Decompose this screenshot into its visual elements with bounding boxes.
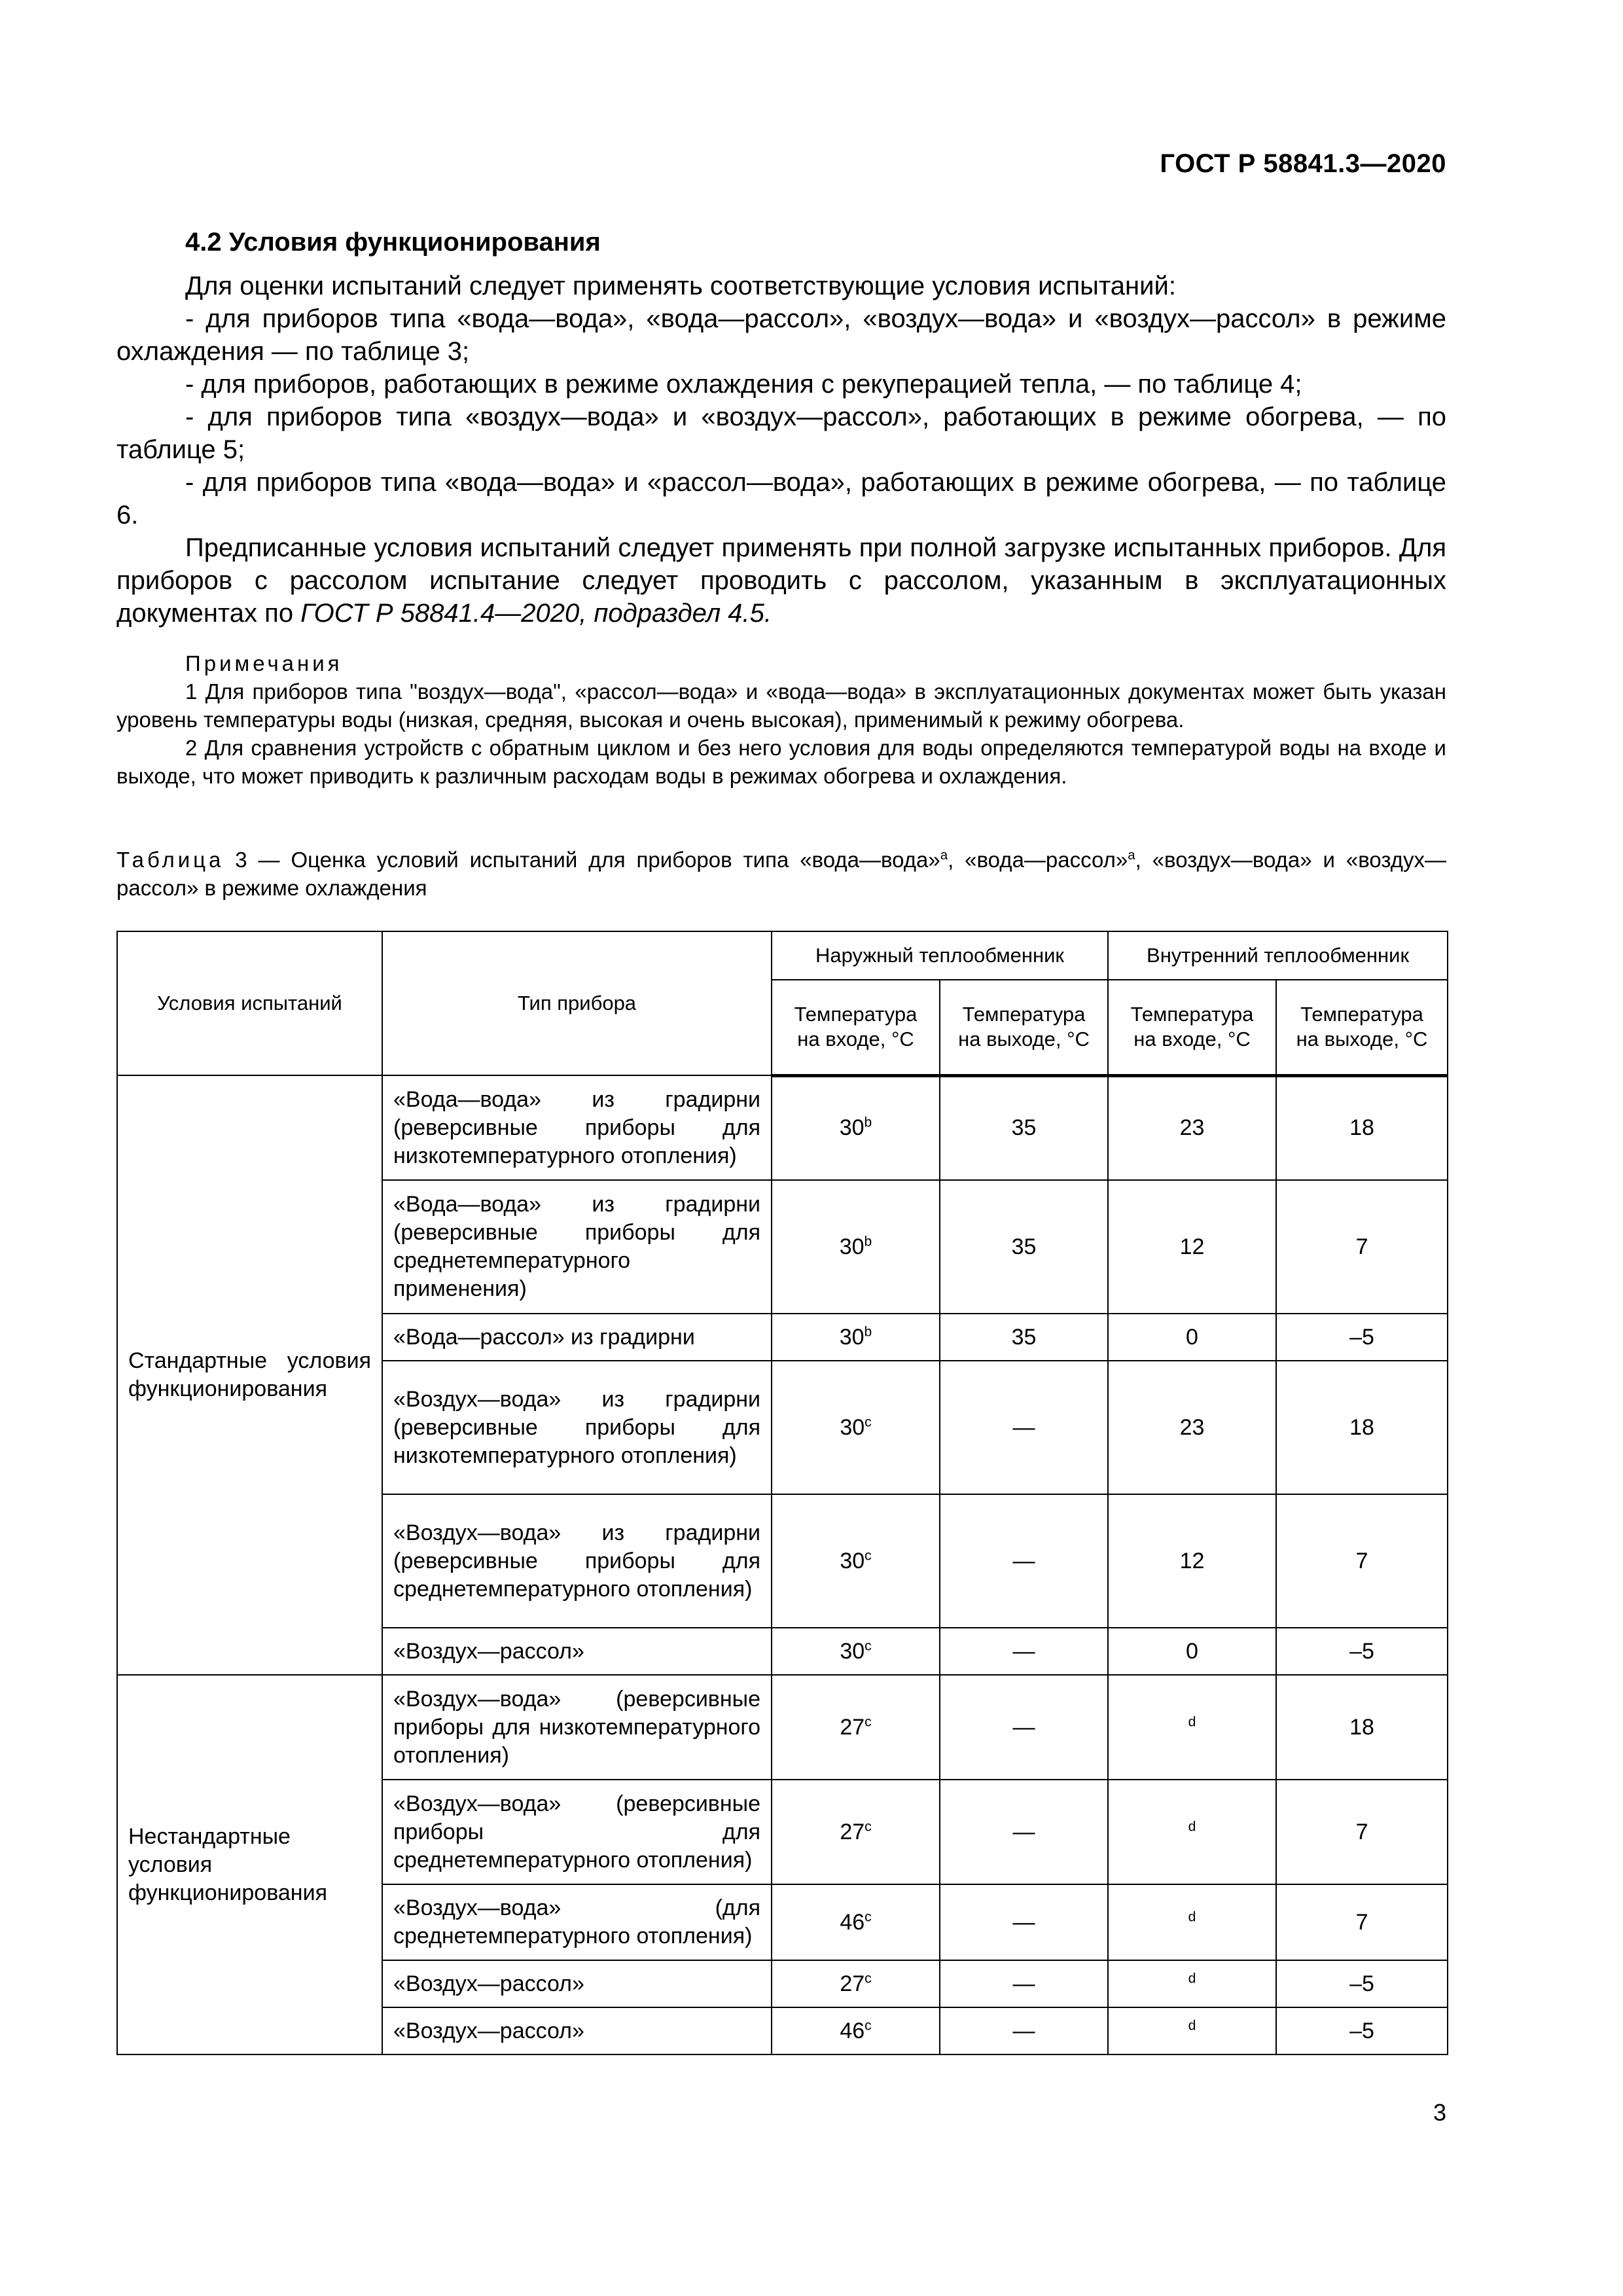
indoor-inlet-cell: d [1108, 1675, 1276, 1780]
indoor-inlet-cell: 23 [1108, 1075, 1276, 1180]
list-item: - для приборов типа «вода—вода» и «рассол—вода», работающих в режиме обогрева, — по таблице 6. [116, 468, 1446, 529]
header-outdoor-outlet-temp: Температура на выходе, °C [940, 980, 1108, 1075]
indoor-outlet-cell: 7 [1276, 1180, 1448, 1314]
notes-block [116, 649, 1446, 790]
main-paragraph-text: Предписанные условия испытаний следует применять при полной загрузке испытанных приборов. Для приборов с рассолом испытание следует проводить с рассолом, указанным в эксплуатационных документах по [116, 533, 1446, 628]
outdoor-outlet-cell: — [940, 1494, 1108, 1628]
header-conditions: Условия испытаний [117, 931, 382, 1075]
indoor-inlet-cell: 12 [1108, 1494, 1276, 1628]
table-caption-prefix: Таблица [116, 848, 224, 872]
indoor-inlet-cell: 0 [1108, 1314, 1276, 1361]
device-type-cell: «Воздух—рассол» [382, 2007, 772, 2054]
header-indoor-exchanger: Внутренний теплообменник [1108, 931, 1448, 980]
condition-group-nonstandard: Нестандартные условия функционирования [117, 1675, 382, 2054]
main-paragraph [116, 531, 1446, 630]
device-type-cell: «Вода—вода» из градирни (реверсивные приборы для среднетемпературного применения) [382, 1180, 772, 1314]
page-number: 3 [1433, 2099, 1446, 2126]
note-item: 1 Для приборов типа "воздух—вода", «рассол—вода» и «вода—вода» в эксплуатационных документах может быть указан уровень температуры воды (низкая, средняя, высокая и очень высокая), применимый к режиму обогрева. [116, 679, 1446, 732]
table-row [117, 1675, 1448, 1780]
header-indoor-inlet-temp: Температура на входе, °C [1108, 980, 1276, 1075]
device-type-cell: «Воздух—рассол» [382, 1628, 772, 1675]
indoor-inlet-cell: d [1108, 2007, 1276, 2054]
outdoor-outlet-cell: 35 [940, 1180, 1108, 1314]
body-text [116, 270, 1446, 630]
outdoor-outlet-cell: — [940, 1361, 1108, 1494]
outdoor-inlet-cell: 30$^b$ [772, 1075, 940, 1180]
table-caption-text: , «вода—рассол» [948, 848, 1128, 872]
outdoor-outlet-cell: — [940, 2007, 1108, 2054]
outdoor-inlet-cell: 30$^b$ [772, 1314, 940, 1361]
device-type-cell: «Воздух—рассол» [382, 1960, 772, 2007]
list-item: - для приборов типа «воздух—вода» и «воздух—рассол», работающих в режиме обогрева, — по таблице 5; [116, 403, 1446, 464]
indoor-outlet-cell: 18 [1276, 1675, 1448, 1780]
outdoor-inlet-cell: 30$^c$ [772, 1628, 940, 1675]
indoor-inlet-cell: 12 [1108, 1180, 1276, 1314]
outdoor-inlet-cell: 27$^c$ [772, 1780, 940, 1884]
indoor-outlet-cell: 7 [1276, 1494, 1448, 1628]
table-caption [116, 846, 1446, 902]
list-item: - для приборов, работающих в режиме охлаждения с рекуперацией тепла, — по таблице 4; [185, 370, 1302, 399]
device-type-cell: «Воздух—вода» (для среднетемпературного отопления) [382, 1884, 772, 1960]
test-conditions-table [116, 931, 1448, 2055]
indoor-outlet-cell: 7 [1276, 1884, 1448, 1960]
table-row [117, 1075, 1448, 1180]
indoor-outlet-cell: –5 [1276, 2007, 1448, 2054]
device-type-cell: «Воздух—вода» из градирни (реверсивные приборы для низкотемпературного отопления) [382, 1361, 772, 1494]
standard-reference: ГОСТ Р 58841.4—2020, подраздел 4.5. [300, 599, 772, 628]
outdoor-outlet-cell: — [940, 1780, 1108, 1884]
outdoor-inlet-cell: 30$^c$ [772, 1494, 940, 1628]
table-caption-text: , «воздух—вода» и «воздух—рассол» в режиме охлаждения [116, 848, 1446, 900]
notes-title: Примечания [185, 651, 343, 675]
condition-group-standard: Стандартные условия функционирования [117, 1075, 382, 1675]
device-type-cell: «Воздух—вода» (реверсивные приборы для среднетемпературного отопления) [382, 1780, 772, 1884]
footnote-mark: a [940, 848, 948, 863]
section-heading: 4.2 Условия функционирования [185, 228, 601, 257]
list-item: - для приборов типа «вода—вода», «вода—рассол», «воздух—вода» и «воздух—рассол» в режиме охлаждения — по таблице 3; [116, 304, 1446, 366]
footnote-mark: a [1128, 848, 1135, 863]
indoor-outlet-cell: 18 [1276, 1361, 1448, 1494]
note-item: 2 Для сравнения устройств с обратным циклом и без него условия для воды определяются температурой воды на входе и выходе, что может приводить к различным расходам воды в режимах обогрева и охлаждения. [116, 736, 1446, 788]
indoor-outlet-cell: 7 [1276, 1780, 1448, 1884]
outdoor-inlet-cell: 30$^b$ [772, 1180, 940, 1314]
outdoor-inlet-cell: 27$^c$ [772, 1960, 940, 2007]
header-outdoor-exchanger: Наружный теплообменник [772, 931, 1108, 980]
device-type-cell: «Вода—рассол» из градирни [382, 1314, 772, 1361]
indoor-outlet-cell: –5 [1276, 1960, 1448, 2007]
outdoor-inlet-cell: 46$^c$ [772, 1884, 940, 1960]
outdoor-outlet-cell: 35 [940, 1314, 1108, 1361]
device-type-cell: «Воздух—вода» (реверсивные приборы для низкотемпературного отопления) [382, 1675, 772, 1780]
indoor-inlet-cell: d [1108, 1884, 1276, 1960]
outdoor-outlet-cell: — [940, 1675, 1108, 1780]
indoor-outlet-cell: –5 [1276, 1314, 1448, 1361]
intro-paragraph: Для оценки испытаний следует применять соответствующие условия испытаний: [185, 272, 1176, 300]
indoor-inlet-cell: d [1108, 1780, 1276, 1884]
indoor-inlet-cell: 23 [1108, 1361, 1276, 1494]
outdoor-outlet-cell: — [940, 1884, 1108, 1960]
outdoor-outlet-cell: — [940, 1960, 1108, 2007]
indoor-outlet-cell: –5 [1276, 1628, 1448, 1675]
outdoor-inlet-cell: 46$^c$ [772, 2007, 940, 2054]
outdoor-outlet-cell: — [940, 1628, 1108, 1675]
header-outdoor-inlet-temp: Температура на входе, °C [772, 980, 940, 1075]
header-device-type: Тип прибора [382, 931, 772, 1075]
outdoor-outlet-cell: 35 [940, 1075, 1108, 1180]
indoor-inlet-cell: d [1108, 1960, 1276, 2007]
document-id: ГОСТ Р 58841.3—2020 [1160, 149, 1446, 178]
table-caption-text: 3 — Оценка условий испытаний для приборов типа «вода—вода» [224, 848, 940, 872]
header-indoor-outlet-temp: Температура на выходе, °C [1276, 980, 1448, 1075]
indoor-outlet-cell: 18 [1276, 1075, 1448, 1180]
indoor-inlet-cell: 0 [1108, 1628, 1276, 1675]
device-type-cell: «Вода—вода» из градирни (реверсивные приборы для низкотемпературного отопления) [382, 1075, 772, 1180]
outdoor-inlet-cell: 27$^c$ [772, 1675, 940, 1780]
outdoor-inlet-cell: 30$^c$ [772, 1361, 940, 1494]
device-type-cell: «Воздух—вода» из градирни (реверсивные приборы для среднетемпературного отопления) [382, 1494, 772, 1628]
